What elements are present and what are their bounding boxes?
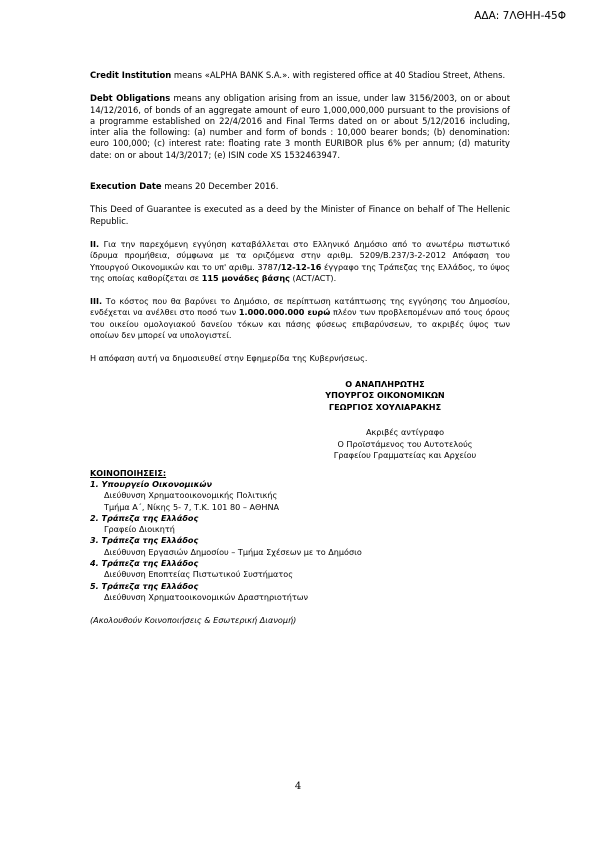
section-two xyxy=(90,239,510,284)
definition-term: Credit Institution xyxy=(90,70,172,80)
recipient-heading: 2. Τράπεζα της Ελλάδος xyxy=(90,512,199,523)
definition-text: means 20 December 2016. xyxy=(161,181,279,192)
true-copy-line: Γραφείου Γραμματείας και Αρχείου xyxy=(333,450,477,461)
true-copy-line: Ακριβές αντίγραφο xyxy=(365,427,445,438)
signature-ministry: ΥΠΟΥΡΓΟΣ ΟΙΚΟΝΟΜΙΚΩΝ xyxy=(325,390,445,401)
definition-text: means «ALPHA BANK S.A.». with registered office at 40 Stadiou Street, Athens. xyxy=(171,70,506,80)
definition-credit-institution xyxy=(90,70,510,81)
section-three xyxy=(90,296,510,341)
section-number: III. xyxy=(90,296,103,307)
signature-block xyxy=(280,379,490,414)
true-copy-block xyxy=(300,427,510,462)
definition-term: Execution Date xyxy=(90,181,162,192)
document-date: /12-12-16 xyxy=(277,261,322,272)
definition-execution-date xyxy=(90,181,510,192)
basis-points: 115 μονάδες βάσης xyxy=(201,272,290,283)
section-text: πλέον των προβλεπομένων από τους όρους του οικείου ομολογιακού δανείου τόκων και πάσης φύσεως επιβαρύνσεων, το ακριβές ύψος των οποίων δεν μπορεί να υπολογιστεί. xyxy=(90,307,510,341)
signature-name: ΓΕΩΡΓΙΟΣ ΧΟΥΛΙΑΡΑΚΗΣ xyxy=(328,401,442,412)
definition-debt-obligations xyxy=(90,93,510,161)
section-text: Για την παρεχόμενη εγγύηση καταβάλλεται στο Ελληνικό Δημόσιο από το ανωτέρω πιστωτικό ίδρυμα προμήθεια, σύμφωνα με τα οριζόμενα στην αριθμ. 5209/Β.237/3-2-2012 Απόφαση του Υπουργού Οικονομικών και το υπ' αριθμ. 3787 xyxy=(90,238,510,272)
guarantee-amount: 1.000.000.000 ευρώ xyxy=(238,307,331,318)
signature-title: Ο ΑΝΑΠΛΗΡΩΤΗΣ xyxy=(345,378,425,389)
recipient-detail: Διεύθυνση Χρηματοοικονομικής Πολιτικής xyxy=(104,490,278,501)
recipients-list xyxy=(90,479,510,603)
true-copy-line: Ο Προϊστάμενος του Αυτοτελούς xyxy=(337,438,473,449)
recipient-detail: Διεύθυνση Χρηματοοικονομικών Δραστηριοτήτων xyxy=(104,591,309,602)
definition-term: Debt Obligations xyxy=(90,93,171,104)
section-number: II. xyxy=(90,238,100,249)
recipients xyxy=(90,468,510,627)
section-text: έγγραφο της Τράπεζας της Ελλάδος, το ύψος της οποίας καθορίζεται σε xyxy=(90,261,510,283)
recipients-note: (Ακολουθούν Κοινοποιήσεις & Εσωτερική Διανομή) xyxy=(90,615,297,626)
definition-text: means any obligation arising from an issue, under law 3156/2003, on or about 14/12/2016, of bonds of an aggregate amount of euro 1,000,000,000 pursuant to the provisions of a programme established on 22/4/2016 and Final Terms dated on or about 5/12/2016 including, inter alia the following: (a) number and form of bonds : 10,000 bearer bonds; (b) denomination: euro 100,000; (c) interest rate: floating rate 3 month EURIBOR plus 6% per annum; (d) maturity date: on or about 14/3/2017; (e) ISIN code XS 1532463947. xyxy=(90,93,511,160)
recipient-heading: 4. Τράπεζα της Ελλάδος xyxy=(90,558,199,569)
document-body xyxy=(90,70,510,627)
recipient-heading: 1. Υπουργείο Οικονομικών xyxy=(90,478,212,489)
recipient-detail: Γραφείο Διοικητή xyxy=(104,524,175,535)
page-number: 4 xyxy=(294,781,302,792)
recipient-detail: Διεύθυνση Εποπτείας Πιστωτικού Συστήματος xyxy=(104,569,293,580)
deed-text: This Deed of Guarantee is executed as a deed by the Minister of Finance on behalf of The Hellenic Republic. xyxy=(90,204,510,226)
section-text: (ACT/ACT). xyxy=(289,272,337,283)
recipient-heading: 5. Τράπεζα της Ελλάδος xyxy=(90,580,199,591)
section-text: Το κόστος που θα βαρύνει το Δημόσιο, σε περίπτωση κατάπτωσης της εγγύησης του Δημοσίου, ενδέχεται να ανέλθει στο ποσό των xyxy=(90,296,510,318)
publication-order: Η απόφαση αυτή να δημοσιευθεί στην Εφημερίδα της Κυβερνήσεως. xyxy=(90,353,368,364)
recipients-title: ΚΟΙΝΟΠΟΙΗΣΕΙΣ: xyxy=(90,467,167,478)
recipient-heading: 3. Τράπεζα της Ελλάδος xyxy=(90,535,199,546)
recipient-detail: Τμήμα Α΄, Νίκης 5- 7, Τ.Κ. 101 80 – ΑΘΗΝΑ xyxy=(104,501,280,512)
recipient-detail: Διεύθυνση Εργασιών Δημοσίου – Τμήμα Σχέσεων με το Δημόσιο xyxy=(104,546,362,557)
ada-code: ΑΔΑ: 7ΛΘΗΗ-45Φ xyxy=(474,10,566,22)
